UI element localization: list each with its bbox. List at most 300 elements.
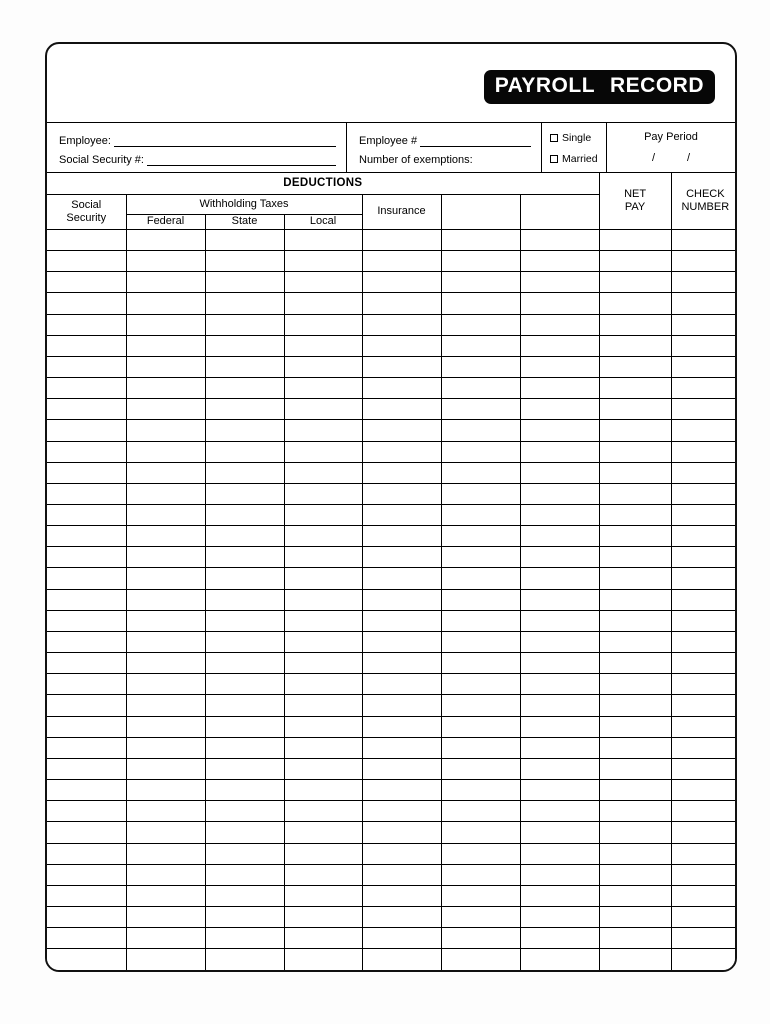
payroll-cell[interactable] (205, 526, 284, 547)
payroll-cell[interactable] (441, 441, 520, 462)
payroll-cell[interactable] (362, 483, 441, 504)
payroll-cell[interactable] (441, 314, 520, 335)
payroll-cell[interactable] (362, 906, 441, 927)
payroll-cell[interactable] (47, 906, 126, 927)
payroll-cell[interactable] (671, 293, 737, 314)
payroll-cell[interactable] (599, 928, 671, 949)
payroll-cell[interactable] (205, 864, 284, 885)
married-option[interactable] (550, 152, 602, 166)
payroll-cell[interactable] (205, 653, 284, 674)
payroll-cell[interactable] (671, 906, 737, 927)
payroll-cell[interactable] (284, 483, 362, 504)
payroll-cell[interactable] (126, 589, 205, 610)
payroll-cell[interactable] (362, 653, 441, 674)
payroll-cell[interactable] (671, 462, 737, 483)
payroll-cell[interactable] (520, 378, 599, 399)
payroll-cell[interactable] (441, 462, 520, 483)
payroll-cell[interactable] (520, 780, 599, 801)
payroll-cell[interactable] (520, 547, 599, 568)
payroll-cell[interactable] (284, 653, 362, 674)
payroll-cell[interactable] (520, 631, 599, 652)
payroll-cell[interactable] (47, 843, 126, 864)
payroll-cell[interactable] (520, 399, 599, 420)
payroll-cell[interactable] (362, 801, 441, 822)
payroll-cell[interactable] (520, 462, 599, 483)
payroll-cell[interactable] (599, 653, 671, 674)
payroll-cell[interactable] (205, 441, 284, 462)
payroll-cell[interactable] (362, 272, 441, 293)
payroll-cell[interactable] (441, 293, 520, 314)
payroll-cell[interactable] (47, 462, 126, 483)
payroll-cell[interactable] (205, 822, 284, 843)
payroll-cell[interactable] (520, 801, 599, 822)
payroll-cell[interactable] (441, 399, 520, 420)
payroll-cell[interactable] (126, 843, 205, 864)
payroll-cell[interactable] (599, 716, 671, 737)
payroll-cell[interactable] (362, 229, 441, 250)
payroll-cell[interactable] (284, 949, 362, 970)
payroll-cell[interactable] (362, 610, 441, 631)
payroll-cell[interactable] (671, 505, 737, 526)
payroll-cell[interactable] (441, 568, 520, 589)
payroll-cell[interactable] (47, 695, 126, 716)
payroll-cell[interactable] (284, 526, 362, 547)
payroll-cell[interactable] (671, 653, 737, 674)
payroll-cell[interactable] (284, 737, 362, 758)
payroll-cell[interactable] (126, 653, 205, 674)
payroll-cell[interactable] (671, 483, 737, 504)
payroll-cell[interactable] (205, 251, 284, 272)
payroll-cell[interactable] (599, 695, 671, 716)
payroll-cell[interactable] (205, 378, 284, 399)
payroll-cell[interactable] (362, 737, 441, 758)
payroll-cell[interactable] (284, 885, 362, 906)
payroll-cell[interactable] (599, 610, 671, 631)
single-checkbox[interactable] (550, 134, 558, 142)
payroll-cell[interactable] (205, 547, 284, 568)
payroll-cell[interactable] (205, 928, 284, 949)
payroll-cell[interactable] (362, 335, 441, 356)
payroll-cell[interactable] (599, 547, 671, 568)
payroll-cell[interactable] (671, 335, 737, 356)
payroll-cell[interactable] (599, 314, 671, 335)
payroll-cell[interactable] (520, 272, 599, 293)
payroll-cell[interactable] (362, 758, 441, 779)
payroll-cell[interactable] (205, 610, 284, 631)
payroll-cell[interactable] (599, 864, 671, 885)
payroll-cell[interactable] (599, 356, 671, 377)
payroll-cell[interactable] (284, 716, 362, 737)
payroll-cell[interactable] (205, 885, 284, 906)
payroll-cell[interactable] (599, 293, 671, 314)
payroll-cell[interactable] (599, 462, 671, 483)
payroll-cell[interactable] (126, 462, 205, 483)
payroll-cell[interactable] (126, 314, 205, 335)
payroll-cell[interactable] (284, 801, 362, 822)
payroll-cell[interactable] (671, 441, 737, 462)
payroll-cell[interactable] (441, 335, 520, 356)
payroll-cell[interactable] (284, 843, 362, 864)
payroll-cell[interactable] (441, 589, 520, 610)
payroll-cell[interactable] (126, 801, 205, 822)
payroll-cell[interactable] (441, 505, 520, 526)
payroll-cell[interactable] (599, 589, 671, 610)
payroll-cell[interactable] (441, 780, 520, 801)
payroll-cell[interactable] (599, 399, 671, 420)
payroll-cell[interactable] (47, 610, 126, 631)
payroll-cell[interactable] (284, 610, 362, 631)
payroll-cell[interactable] (126, 568, 205, 589)
payroll-cell[interactable] (284, 441, 362, 462)
payroll-cell[interactable] (284, 631, 362, 652)
payroll-cell[interactable] (362, 356, 441, 377)
payroll-cell[interactable] (671, 674, 737, 695)
payroll-cell[interactable] (671, 229, 737, 250)
payroll-cell[interactable] (441, 885, 520, 906)
payroll-cell[interactable] (520, 822, 599, 843)
payroll-cell[interactable] (362, 822, 441, 843)
payroll-cell[interactable] (441, 737, 520, 758)
payroll-cell[interactable] (284, 335, 362, 356)
payroll-cell[interactable] (441, 758, 520, 779)
payroll-cell[interactable] (284, 758, 362, 779)
payroll-cell[interactable] (599, 843, 671, 864)
payroll-cell[interactable] (441, 378, 520, 399)
payroll-cell[interactable] (599, 949, 671, 970)
payroll-cell[interactable] (126, 251, 205, 272)
payroll-cell[interactable] (362, 716, 441, 737)
payroll-cell[interactable] (284, 906, 362, 927)
payroll-cell[interactable] (599, 906, 671, 927)
payroll-cell[interactable] (47, 822, 126, 843)
payroll-cell[interactable] (47, 314, 126, 335)
payroll-cell[interactable] (284, 293, 362, 314)
payroll-cell[interactable] (362, 949, 441, 970)
payroll-cell[interactable] (205, 335, 284, 356)
payroll-cell[interactable] (205, 483, 284, 504)
payroll-cell[interactable] (520, 843, 599, 864)
payroll-cell[interactable] (205, 716, 284, 737)
payroll-cell[interactable] (205, 505, 284, 526)
payroll-cell[interactable] (599, 737, 671, 758)
payroll-cell[interactable] (520, 483, 599, 504)
payroll-cell[interactable] (362, 674, 441, 695)
payroll-cell[interactable] (362, 505, 441, 526)
payroll-cell[interactable] (362, 568, 441, 589)
payroll-cell[interactable] (284, 399, 362, 420)
payroll-cell[interactable] (671, 631, 737, 652)
payroll-cell[interactable] (520, 758, 599, 779)
payroll-cell[interactable] (284, 780, 362, 801)
payroll-cell[interactable] (205, 399, 284, 420)
payroll-cell[interactable] (671, 399, 737, 420)
payroll-cell[interactable] (47, 356, 126, 377)
payroll-cell[interactable] (126, 674, 205, 695)
payroll-cell[interactable] (671, 801, 737, 822)
payroll-cell[interactable] (362, 864, 441, 885)
payroll-cell[interactable] (205, 293, 284, 314)
payroll-cell[interactable] (671, 568, 737, 589)
payroll-cell[interactable] (599, 631, 671, 652)
payroll-cell[interactable] (284, 462, 362, 483)
payroll-cell[interactable] (671, 251, 737, 272)
payroll-cell[interactable] (205, 801, 284, 822)
payroll-cell[interactable] (47, 928, 126, 949)
payroll-cell[interactable] (520, 314, 599, 335)
payroll-cell[interactable] (362, 441, 441, 462)
payroll-cell[interactable] (126, 695, 205, 716)
payroll-cell[interactable] (671, 737, 737, 758)
payroll-cell[interactable] (362, 843, 441, 864)
payroll-cell[interactable] (205, 737, 284, 758)
payroll-cell[interactable] (284, 568, 362, 589)
payroll-cell[interactable] (205, 589, 284, 610)
payroll-cell[interactable] (441, 610, 520, 631)
payroll-cell[interactable] (441, 864, 520, 885)
payroll-cell[interactable] (47, 801, 126, 822)
payroll-cell[interactable] (126, 420, 205, 441)
payroll-cell[interactable] (126, 272, 205, 293)
payroll-cell[interactable] (520, 949, 599, 970)
payroll-cell[interactable] (284, 251, 362, 272)
payroll-cell[interactable] (284, 928, 362, 949)
payroll-cell[interactable] (205, 420, 284, 441)
payroll-cell[interactable] (441, 653, 520, 674)
payroll-cell[interactable] (126, 758, 205, 779)
payroll-cell[interactable] (47, 399, 126, 420)
payroll-cell[interactable] (205, 780, 284, 801)
payroll-cell[interactable] (362, 251, 441, 272)
payroll-cell[interactable] (520, 505, 599, 526)
payroll-cell[interactable] (599, 822, 671, 843)
payroll-cell[interactable] (205, 272, 284, 293)
payroll-cell[interactable] (47, 653, 126, 674)
payroll-cell[interactable] (284, 505, 362, 526)
payroll-cell[interactable] (362, 526, 441, 547)
payroll-cell[interactable] (47, 229, 126, 250)
payroll-cell[interactable] (126, 716, 205, 737)
payroll-cell[interactable] (126, 885, 205, 906)
payroll-cell[interactable] (47, 505, 126, 526)
payroll-cell[interactable] (126, 505, 205, 526)
payroll-cell[interactable] (47, 716, 126, 737)
payroll-cell[interactable] (362, 378, 441, 399)
payroll-cell[interactable] (362, 589, 441, 610)
payroll-cell[interactable] (441, 229, 520, 250)
payroll-cell[interactable] (47, 674, 126, 695)
payroll-cell[interactable] (362, 314, 441, 335)
payroll-cell[interactable] (126, 229, 205, 250)
payroll-cell[interactable] (520, 251, 599, 272)
payroll-cell[interactable] (126, 737, 205, 758)
payroll-cell[interactable] (362, 293, 441, 314)
payroll-cell[interactable] (441, 843, 520, 864)
payroll-cell[interactable] (362, 885, 441, 906)
payroll-cell[interactable] (671, 885, 737, 906)
payroll-cell[interactable] (441, 251, 520, 272)
payroll-cell[interactable] (362, 631, 441, 652)
payroll-cell[interactable] (205, 949, 284, 970)
payroll-cell[interactable] (47, 780, 126, 801)
payroll-cell[interactable] (47, 441, 126, 462)
payroll-cell[interactable] (284, 420, 362, 441)
payroll-cell[interactable] (126, 526, 205, 547)
payroll-cell[interactable] (671, 716, 737, 737)
payroll-cell[interactable] (441, 631, 520, 652)
payroll-cell[interactable] (441, 420, 520, 441)
payroll-cell[interactable] (671, 420, 737, 441)
payroll-cell[interactable] (441, 928, 520, 949)
payroll-cell[interactable] (205, 314, 284, 335)
payroll-cell[interactable] (126, 928, 205, 949)
payroll-cell[interactable] (126, 631, 205, 652)
payroll-cell[interactable] (441, 526, 520, 547)
payroll-cell[interactable] (362, 399, 441, 420)
payroll-cell[interactable] (205, 906, 284, 927)
payroll-cell[interactable] (599, 780, 671, 801)
payroll-cell[interactable] (126, 864, 205, 885)
payroll-cell[interactable] (47, 335, 126, 356)
payroll-cell[interactable] (47, 885, 126, 906)
payroll-cell[interactable] (441, 695, 520, 716)
payroll-cell[interactable] (671, 780, 737, 801)
payroll-cell[interactable] (599, 674, 671, 695)
payroll-cell[interactable] (47, 526, 126, 547)
payroll-cell[interactable] (671, 758, 737, 779)
payroll-cell[interactable] (599, 801, 671, 822)
employee-input-line[interactable] (114, 135, 336, 147)
payroll-cell[interactable] (520, 568, 599, 589)
payroll-cell[interactable] (284, 822, 362, 843)
payroll-cell[interactable] (47, 420, 126, 441)
payroll-cell[interactable] (520, 737, 599, 758)
payroll-cell[interactable] (599, 335, 671, 356)
payroll-cell[interactable] (284, 589, 362, 610)
payroll-cell[interactable] (205, 758, 284, 779)
payroll-cell[interactable] (671, 378, 737, 399)
payroll-cell[interactable] (362, 462, 441, 483)
payroll-cell[interactable] (205, 462, 284, 483)
payroll-cell[interactable] (520, 674, 599, 695)
payroll-cell[interactable] (441, 483, 520, 504)
payroll-cell[interactable] (599, 526, 671, 547)
married-checkbox[interactable] (550, 155, 558, 163)
payroll-cell[interactable] (284, 356, 362, 377)
payroll-cell[interactable] (126, 780, 205, 801)
payroll-cell[interactable] (284, 314, 362, 335)
payroll-cell[interactable] (520, 441, 599, 462)
payroll-cell[interactable] (441, 272, 520, 293)
payroll-cell[interactable] (599, 272, 671, 293)
payroll-cell[interactable] (126, 610, 205, 631)
payroll-cell[interactable] (599, 758, 671, 779)
payroll-cell[interactable] (362, 547, 441, 568)
payroll-cell[interactable] (284, 547, 362, 568)
payroll-cell[interactable] (520, 420, 599, 441)
payroll-cell[interactable] (441, 356, 520, 377)
payroll-cell[interactable] (205, 695, 284, 716)
payroll-cell[interactable] (520, 356, 599, 377)
payroll-cell[interactable] (599, 378, 671, 399)
payroll-cell[interactable] (671, 547, 737, 568)
payroll-cell[interactable] (47, 864, 126, 885)
payroll-cell[interactable] (126, 483, 205, 504)
payroll-cell[interactable] (47, 483, 126, 504)
payroll-cell[interactable] (362, 420, 441, 441)
payroll-cell[interactable] (362, 780, 441, 801)
payroll-cell[interactable] (520, 589, 599, 610)
payroll-cell[interactable] (47, 737, 126, 758)
payroll-cell[interactable] (47, 251, 126, 272)
pay-period-date-area[interactable] (607, 152, 735, 164)
payroll-cell[interactable] (520, 695, 599, 716)
payroll-cell[interactable] (599, 441, 671, 462)
payroll-cell[interactable] (126, 949, 205, 970)
payroll-cell[interactable] (126, 293, 205, 314)
payroll-cell[interactable] (205, 229, 284, 250)
payroll-cell[interactable] (671, 526, 737, 547)
payroll-cell[interactable] (362, 928, 441, 949)
payroll-cell[interactable] (671, 314, 737, 335)
social-security-input-line[interactable] (147, 154, 336, 166)
payroll-cell[interactable] (284, 695, 362, 716)
payroll-cell[interactable] (47, 547, 126, 568)
payroll-cell[interactable] (126, 822, 205, 843)
payroll-cell[interactable] (599, 420, 671, 441)
payroll-cell[interactable] (362, 695, 441, 716)
payroll-cell[interactable] (126, 335, 205, 356)
payroll-cell[interactable] (520, 885, 599, 906)
payroll-cell[interactable] (671, 949, 737, 970)
payroll-cell[interactable] (599, 505, 671, 526)
payroll-cell[interactable] (205, 843, 284, 864)
payroll-cell[interactable] (671, 695, 737, 716)
payroll-cell[interactable] (441, 801, 520, 822)
payroll-cell[interactable] (671, 928, 737, 949)
payroll-cell[interactable] (599, 568, 671, 589)
payroll-cell[interactable] (599, 885, 671, 906)
payroll-cell[interactable] (47, 631, 126, 652)
payroll-cell[interactable] (520, 229, 599, 250)
payroll-cell[interactable] (126, 547, 205, 568)
payroll-cell[interactable] (520, 293, 599, 314)
payroll-cell[interactable] (205, 631, 284, 652)
payroll-cell[interactable] (47, 949, 126, 970)
payroll-cell[interactable] (671, 356, 737, 377)
payroll-cell[interactable] (520, 928, 599, 949)
payroll-cell[interactable] (47, 568, 126, 589)
payroll-cell[interactable] (671, 272, 737, 293)
payroll-cell[interactable] (671, 610, 737, 631)
payroll-cell[interactable] (205, 674, 284, 695)
payroll-cell[interactable] (671, 843, 737, 864)
payroll-cell[interactable] (441, 906, 520, 927)
payroll-cell[interactable] (441, 547, 520, 568)
payroll-cell[interactable] (441, 716, 520, 737)
payroll-cell[interactable] (47, 272, 126, 293)
payroll-cell[interactable] (126, 399, 205, 420)
payroll-cell[interactable] (520, 335, 599, 356)
payroll-cell[interactable] (599, 229, 671, 250)
payroll-cell[interactable] (520, 906, 599, 927)
payroll-cell[interactable] (205, 356, 284, 377)
payroll-cell[interactable] (126, 378, 205, 399)
payroll-cell[interactable] (126, 356, 205, 377)
payroll-cell[interactable] (520, 610, 599, 631)
payroll-cell[interactable] (520, 653, 599, 674)
payroll-cell[interactable] (284, 229, 362, 250)
payroll-cell[interactable] (284, 272, 362, 293)
